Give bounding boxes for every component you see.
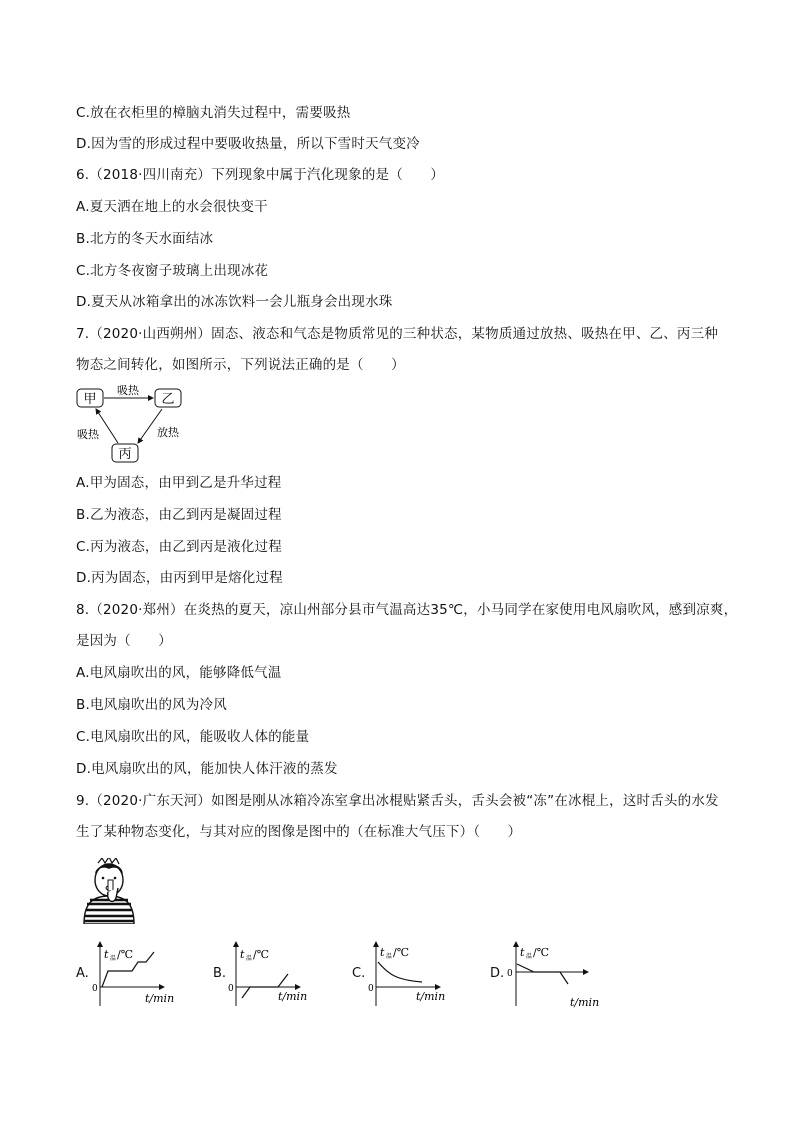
question-8-stem-line2: 是因为（ ） <box>76 633 172 649</box>
phase-transition-diagram <box>74 380 194 468</box>
label-bing-to-jia: 吸热 <box>77 428 99 441</box>
q9-option-c-label: C. <box>352 966 366 981</box>
q7-option-a: A.甲为固态，由甲到乙是升华过程 <box>76 475 282 491</box>
svg-text:/℃: /℃ <box>393 946 410 959</box>
q8-option-d: D.电风扇吹出的风，能加快人体汗液的蒸发 <box>76 761 338 777</box>
svg-text:t/min: t/min <box>570 996 600 1009</box>
q7-option-b: B.乙为液态，由乙到丙是凝固过程 <box>76 507 282 523</box>
svg-text:t: t <box>520 946 525 959</box>
q6-option-a: A.夏天洒在地上的水会很快变干 <box>76 199 268 215</box>
question-9-stem-line1: 9.（2020·广东天河）如图是刚从冰箱冷冻室拿出冰棍贴紧舌头，舌头会被“冻”在冰棍上，这时舌头的水发 <box>76 793 719 809</box>
text-line-d-snow: D.因为雪的形成过程中要吸收热量，所以下雪时天气变冷 <box>76 136 420 152</box>
svg-text:t/min: t/min <box>416 990 446 1003</box>
label-yi-to-bing: 放热 <box>157 426 179 439</box>
svg-text:0: 0 <box>507 969 513 979</box>
svg-text:t/min: t/min <box>145 992 175 1005</box>
svg-text:0: 0 <box>228 984 234 994</box>
svg-text:t: t <box>380 946 385 959</box>
q7-option-c: C.丙为液态，由乙到丙是液化过程 <box>76 539 282 555</box>
temperature-time-graph-d <box>504 938 608 1012</box>
svg-text:温: 温 <box>246 955 253 962</box>
svg-text:/℃: /℃ <box>117 948 134 961</box>
question-8-stem-line1: 8.（2020·郑州）在炎热的夏天，凉山州部分县市气温高达35℃，小马同学在家使用电风扇吹风，感到凉爽， <box>76 602 738 618</box>
svg-text:/℃: /℃ <box>253 948 270 961</box>
temperature-time-graph-b <box>226 938 322 1012</box>
question-9-stem-line2: 生了某种物态变化，与其对应的图像是图中的（在标准大气压下）（ ） <box>76 824 522 840</box>
q9-option-d-label: D. <box>490 966 505 981</box>
q6-option-c: C.北方冬夜窗子玻璃上出现冰花 <box>76 263 269 279</box>
q8-option-a: A.电风扇吹出的风，能够降低气温 <box>76 665 282 681</box>
svg-text:t: t <box>104 948 109 961</box>
q9-option-b-label: B. <box>213 966 227 981</box>
svg-text:温: 温 <box>526 953 533 960</box>
question-7-stem-line1: 7.（2020·山西朔州）固态、液态和气态是物质常见的三种状态，某物质通过放热、吸热在甲、乙、丙三种 <box>76 326 719 342</box>
node-yi: 乙 <box>161 392 175 407</box>
arrow-bing-to-jia <box>96 409 118 443</box>
q6-option-b: B.北方的冬天水面结冰 <box>76 231 214 247</box>
q6-option-d: D.夏天从冰箱拿出的冰冻饮料一会儿瓶身会出现水珠 <box>76 294 393 310</box>
node-jia: 甲 <box>83 392 97 407</box>
svg-text:0: 0 <box>92 984 98 994</box>
svg-text:0: 0 <box>368 984 374 994</box>
svg-text:温: 温 <box>386 953 393 960</box>
question-7-stem-line2: 物态之间转化，如图所示，下列说法正确的是（ ） <box>76 357 405 373</box>
node-bing: 丙 <box>118 447 132 462</box>
q7-option-d: D.丙为固态，由丙到甲是熔化过程 <box>76 570 283 586</box>
svg-text:t: t <box>240 948 245 961</box>
boy-with-popsicle-illustration <box>78 858 140 924</box>
temperature-time-graph-a <box>90 938 186 1012</box>
svg-text:t/min: t/min <box>278 990 308 1003</box>
q8-option-b: B.电风扇吹出的风为冷风 <box>76 697 227 713</box>
q9-option-a-label: A. <box>76 966 89 981</box>
svg-text:温: 温 <box>110 955 117 962</box>
question-6-stem: 6.（2018·四川南充）下列现象中属于汽化现象的是（ ） <box>76 167 445 183</box>
label-jia-to-yi: 吸热 <box>117 384 139 397</box>
svg-text:/℃: /℃ <box>533 946 550 959</box>
text-line-c-camphor: C.放在衣柜里的樟脑丸消失过程中，需要吸热 <box>76 105 351 121</box>
temperature-time-graph-c <box>366 938 462 1012</box>
q8-option-c: C.电风扇吹出的风，能吸收人体的能量 <box>76 729 310 745</box>
